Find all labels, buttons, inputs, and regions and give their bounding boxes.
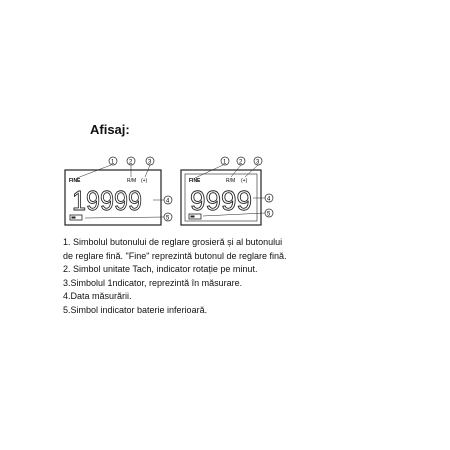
- left-unit-label: R/M: [127, 178, 137, 184]
- left-indicator-label: (+): [141, 178, 148, 184]
- left-callout-2: 2: [129, 159, 133, 166]
- legend-line-2: de reglare fină. "Fine" reprezintă butonul de reglare fină.: [63, 250, 287, 261]
- right-indicator-label: (+): [241, 178, 248, 184]
- legend-line-6: 5.Simbol indicator baterie inferioară.: [63, 304, 208, 315]
- left-digits: 19999: [72, 185, 142, 216]
- right-lcd-display: [181, 157, 273, 225]
- right-callout-1: 1: [223, 159, 227, 166]
- right-unit-label: R/M: [226, 178, 236, 184]
- left-callout-1: 1: [111, 159, 115, 166]
- left-callout-5: 5: [166, 215, 170, 222]
- right-callout-4: 4: [267, 196, 271, 203]
- legend-line-1: 1. Simbolul butonului de reglare grosieră și al butonului: [63, 237, 283, 247]
- legend-line-5: 4.Data măsurării.: [63, 291, 132, 301]
- legend-line-4: 3.Simbolul 1ndicator, reprezintă în măsurare.: [63, 277, 243, 288]
- display-legend: [63, 236, 393, 317]
- left-lcd-display: [65, 157, 172, 225]
- left-callout-4: 4: [166, 198, 170, 205]
- left-callout-3: 3: [148, 159, 152, 166]
- right-fine-label: FINE: [189, 178, 201, 184]
- legend-line-3: 2. Simbol unitate Tach, indicator rotație pe minut.: [63, 264, 258, 274]
- right-callout-2: 2: [239, 159, 243, 166]
- display-heading: Afisaj:: [90, 122, 130, 137]
- right-digits: 9999: [190, 185, 252, 216]
- left-fine-label: FINE: [69, 178, 81, 184]
- right-callout-5: 5: [267, 211, 271, 218]
- lcd-display-figure: [55, 152, 300, 232]
- right-callout-3: 3: [256, 159, 260, 166]
